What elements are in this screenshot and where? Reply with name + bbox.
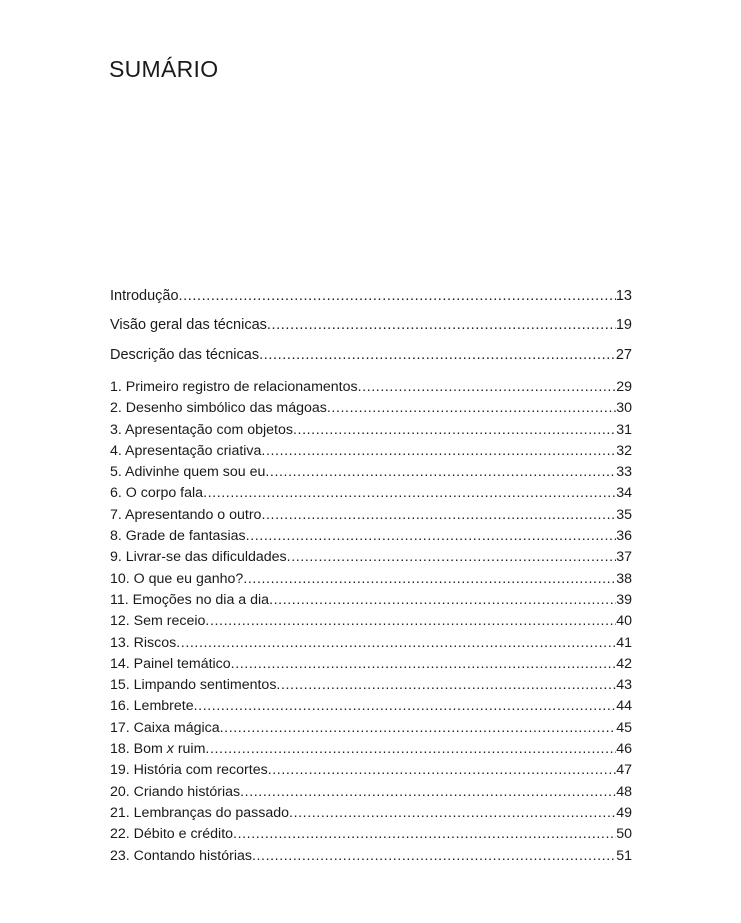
toc-entry-page: 45 <box>616 719 632 736</box>
toc-entry-page: 46 <box>616 741 632 758</box>
toc-entry-page: 27 <box>615 346 632 363</box>
toc-entry-page: 39 <box>616 591 632 608</box>
toc-entry-label: 4. Apresentação criativa <box>110 442 262 459</box>
toc-leader-dots <box>252 846 616 867</box>
toc-leader-dots <box>276 675 616 696</box>
toc-leader-dots <box>269 590 616 611</box>
toc-entry <box>110 420 632 441</box>
toc-leader-dots <box>205 611 616 632</box>
toc-entry <box>110 377 632 398</box>
toc-leader-dots <box>179 286 616 306</box>
toc-entry <box>110 696 632 717</box>
toc-entry-label: 11. Emoções no dia a dia <box>110 591 270 608</box>
toc-major-section <box>110 286 632 374</box>
toc-leader-dots <box>246 526 617 547</box>
toc-entry-label: Introdução <box>110 288 179 304</box>
toc-entry-page: 47 <box>616 762 632 779</box>
toc-entry-page: 48 <box>616 783 632 800</box>
toc-entry <box>110 718 632 739</box>
toc-entry-label: 22. Débito e crédito <box>110 826 234 843</box>
toc-leader-dots <box>203 483 616 504</box>
toc-entry-label: 1. Primeiro registro de relacionamentos <box>110 379 358 395</box>
toc-leader-dots <box>233 824 616 845</box>
toc-entry-label: 21. Lembranças do passado <box>110 804 290 821</box>
toc-leader-dots <box>231 654 617 675</box>
toc-entry <box>110 315 632 344</box>
toc-entry <box>110 345 632 374</box>
toc-leader-dots <box>327 398 616 419</box>
toc-entry <box>110 286 632 315</box>
page-title: SUMÁRIO <box>109 56 219 82</box>
toc-entry-page: 51 <box>616 847 632 864</box>
toc-entry-page: 31 <box>616 421 632 438</box>
toc-entry-page: 30 <box>616 400 632 417</box>
toc-entry-page: 33 <box>616 464 632 481</box>
toc-entry <box>110 739 632 760</box>
toc-leader-dots <box>265 462 616 483</box>
toc-leader-dots <box>259 345 616 365</box>
toc-entry <box>110 782 632 803</box>
toc-entry-label: 18. Bom x ruim <box>110 741 206 758</box>
toc-leader-dots <box>358 377 617 398</box>
toc-entry-label: 20. Criando histórias <box>110 783 241 800</box>
toc-entry-label: 19. História com recortes <box>110 762 268 779</box>
toc-entry-page: 32 <box>616 442 632 459</box>
toc-leader-dots <box>176 633 616 654</box>
toc-entry <box>110 398 632 419</box>
toc-entry-label: 13. Riscos <box>110 634 177 651</box>
toc-entry-page: 44 <box>616 698 632 715</box>
toc-leader-dots <box>205 739 616 760</box>
toc-entry <box>110 483 632 504</box>
toc-leader-dots <box>240 782 616 803</box>
toc-leader-dots <box>261 505 616 526</box>
toc-entry-label: 14. Painel temático <box>110 655 231 672</box>
toc-entry <box>110 803 632 824</box>
toc-entry-label: 16. Lembrete <box>110 698 194 715</box>
toc-entry-page: 13 <box>615 288 632 304</box>
toc-entry <box>110 441 632 462</box>
toc-entry-label: 2. Desenho simbólico das mágoas <box>110 400 327 417</box>
toc-entry-page: 19 <box>615 317 632 334</box>
toc-entry <box>110 505 632 526</box>
toc-entry <box>110 760 632 781</box>
toc-techniques-section <box>110 377 632 867</box>
toc-entry-label: 6. O corpo fala <box>110 485 204 502</box>
toc-entry-page: 35 <box>616 506 632 523</box>
toc-entry-label: 17. Caixa mágica <box>110 719 220 736</box>
toc-entry <box>110 675 632 696</box>
toc-entry-label: 9. Livrar-se das dificuldades <box>110 549 287 566</box>
toc-leader-dots <box>267 315 616 335</box>
toc-entry-label: Descrição das técnicas <box>110 346 260 363</box>
toc-entry <box>110 824 632 845</box>
toc-entry-page: 29 <box>616 379 632 395</box>
toc-entry-label: 3. Apresentação com objetos <box>110 421 293 438</box>
toc-entry <box>110 462 632 483</box>
toc-leader-dots <box>220 718 617 739</box>
toc-entry-page: 49 <box>616 804 632 821</box>
toc-entry-page: 50 <box>616 826 632 843</box>
toc-entry-page: 36 <box>616 528 632 545</box>
toc-entry-label: 10. O que eu ganho? <box>110 570 244 587</box>
toc-leader-dots <box>293 420 616 441</box>
toc-entry-page: 34 <box>616 485 632 502</box>
toc-entry-label: 23. Contando histórias <box>110 847 252 864</box>
toc-entry-page: 42 <box>616 655 632 672</box>
toc-entry-page: 37 <box>616 549 632 566</box>
toc-entry <box>110 526 632 547</box>
toc-leader-dots <box>261 441 616 462</box>
toc-entry-label: 8. Grade de fantasias <box>110 528 246 545</box>
toc-entry-page: 38 <box>616 570 632 587</box>
toc-entry <box>110 590 632 611</box>
toc-entry <box>110 654 632 675</box>
toc-entry <box>110 846 632 867</box>
toc-leader-dots <box>289 803 616 824</box>
toc-leader-dots <box>287 547 617 568</box>
toc-leader-dots <box>268 760 617 781</box>
toc-entry <box>110 547 632 568</box>
toc-entry-label: 7. Apresentando o outro <box>110 506 262 523</box>
toc-entry <box>110 611 632 632</box>
toc-entry-label: Visão geral das técnicas <box>110 317 267 334</box>
toc-entry-page: 40 <box>616 613 632 630</box>
toc-entry-label: 15. Limpando sentimentos <box>110 677 277 694</box>
toc-leader-dots <box>194 696 617 717</box>
toc-entry-label: 5. Adivinhe quem sou eu <box>110 464 266 481</box>
toc-leader-dots <box>243 569 616 590</box>
toc-entry <box>110 633 632 654</box>
toc-entry <box>110 569 632 590</box>
toc-entry-page: 41 <box>616 634 632 651</box>
toc-entry-page: 43 <box>616 677 632 694</box>
toc-entry-label: 12. Sem receio <box>110 613 206 630</box>
